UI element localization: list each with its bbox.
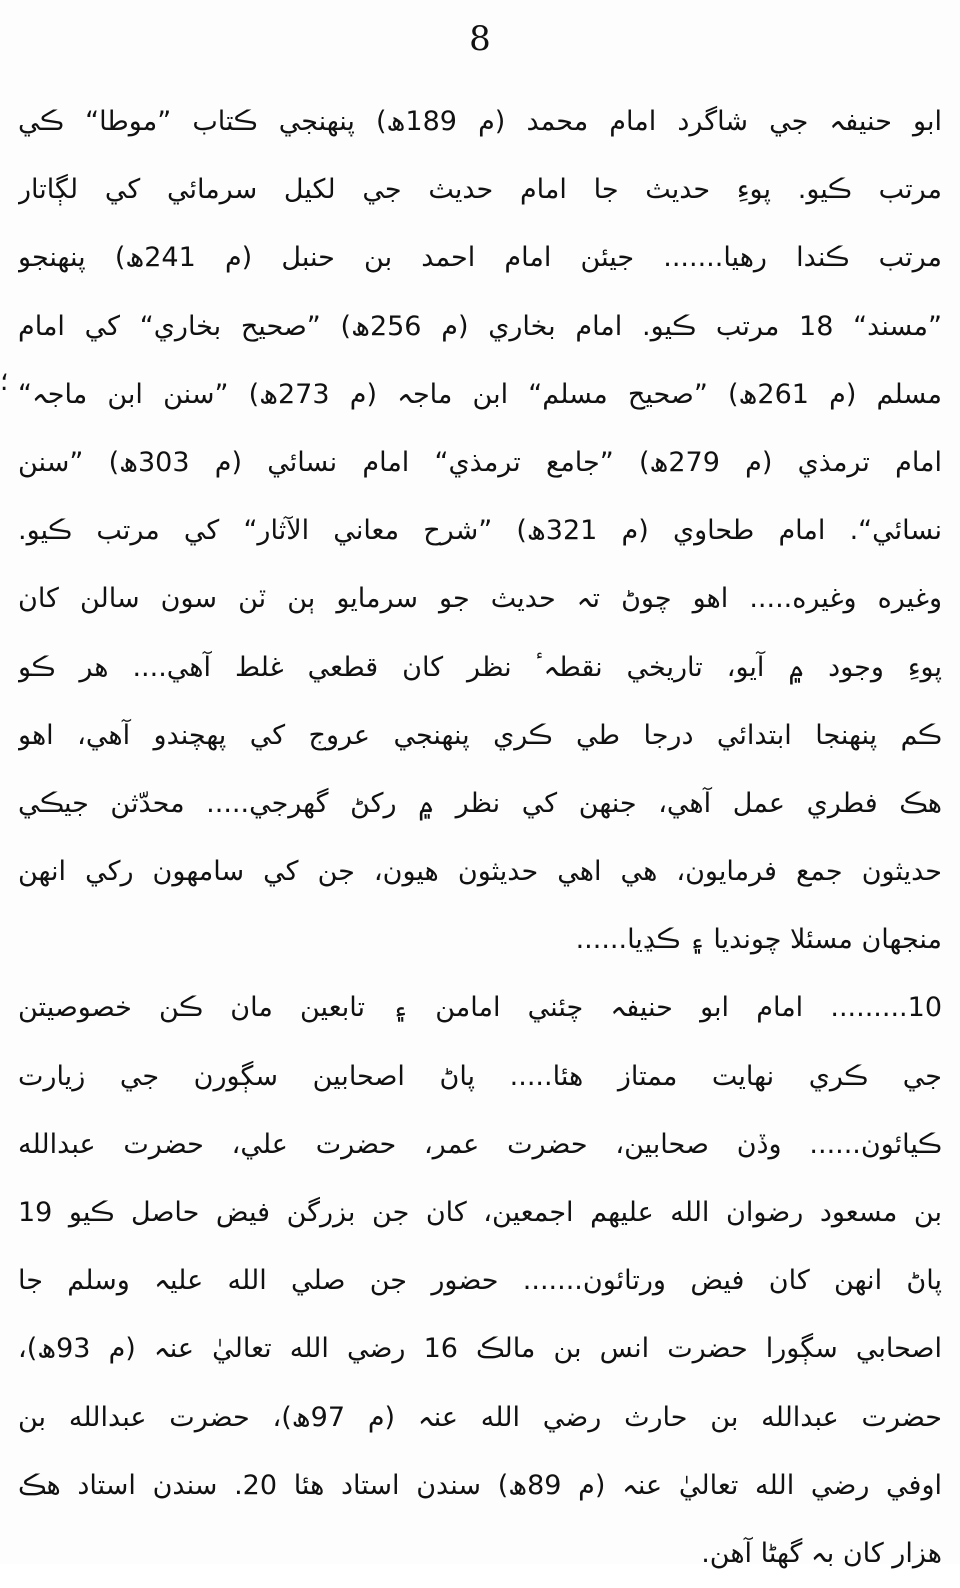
page-number: 8 <box>469 19 491 59</box>
text-line: حديثون جمع فرمايون، هي اهي حديثون هيون، جن کي سامهون رکي انهن <box>18 856 942 888</box>
text-line: وغيره وغيره..... اهو چوڻ تہ حديث جو سرمايو ٻن ٽن سون سالن کان <box>18 583 942 615</box>
text-line: مسلم (م 261ھ) ”صحيح مسلم“ ابن ماجہ (م 273ھ) ”سنن ابن ماجہ“ <box>18 378 942 410</box>
text-line: حضرت عبدالله بن حارث رضي الله عنہ (م 97ھ)، حضرت عبدالله بن <box>18 1401 942 1433</box>
text-line: ڪيائون...... وڏن صحابين، حضرت عمر، حضرت علي، حضرت عبدالله <box>18 1128 942 1160</box>
text-line: منجهان مسئلا چونديا ۽ ڪڍيا...... <box>575 924 942 956</box>
text-line: هزار کان بہ گهڻا آهن. <box>701 1537 942 1569</box>
text-line: هڪ فطري عمل آهي، جنهن کي نظر ۾ رکڻ گهرجي..... محدّثن جيڪي <box>18 787 942 819</box>
text-line: اصحابي سڳورا حضرت انس بن مالڪ 16 رضي الله تعاليٰ عنہ (م 93ھ)، <box>18 1333 942 1365</box>
text-line: 10......... امام ابو حنيفہ چئني امامن ۽ تابعين مان ڪن خصوصيتن <box>18 992 942 1024</box>
text-line: امام ترمذي (م 279ھ) ”جامع ترمذي“ امام نسائي (م 303ھ) ”سنن <box>18 446 942 478</box>
text-line: پوءِ وجود ۾ آيو، تاريخي نقطہٴ نظر کان قطعي غلط آهي.... هر ڪو <box>18 651 942 683</box>
text-line: مرتب ڪندا رهيا....... جيئن امام احمد بن حنبل (م 241ھ) پنهنجو <box>18 242 942 274</box>
text-line: پاڻ انهن کان فيض ورتائون....... حضور جن صلي الله عليہ وسلم جا <box>18 1265 942 1297</box>
text-line: اوفي رضي الله تعاليٰ عنہ (م 89ھ) سندن استاد هئا 20. سندن استاد هڪ <box>18 1469 942 1501</box>
body-text <box>18 88 942 1588</box>
margin-mark: ؛ <box>0 367 9 397</box>
text-line: ابو حنيفہ جي شاگرد امام محمد (م 189ھ) پنهنجي ڪتاب ”موطا“ ڪي <box>18 106 942 137</box>
text-line: مرتب ڪيو. پوءِ حديث جا امام حديث جي لکيل سرمائي کي لڳاتار <box>18 174 942 206</box>
text-line: ڪم پنهنجا ابتدائي درجا طي ڪري پنهنجي عروج کي پهچندو آهي، اهو <box>18 719 942 751</box>
text-line: ”مسند“ 18 مرتب ڪيو. امام بخاري (م 256ھ) ”صحيح بخاري“ کي امام <box>18 310 942 342</box>
text-line: بن مسعود رضوان الله عليهم اجمعين، کان جن بزرگن فيض حاصل ڪيو 19 <box>18 1197 942 1228</box>
text-line: جي ڪري نهايت ممتاز هئا..... پاڻ اصحابين سڳورن جي زيارت <box>18 1060 942 1092</box>
text-line: نسائي“. امام طحاوي (م 321ھ) ”شرح معاني الآثار“ کي مرتب ڪيو. <box>18 515 942 547</box>
